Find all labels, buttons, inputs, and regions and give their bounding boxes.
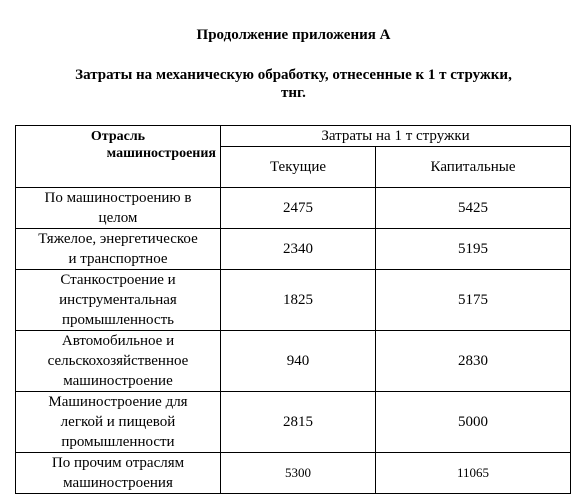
row-industry-line: Машиностроение для: [48, 394, 188, 410]
header-capital: Капитальные: [376, 147, 571, 188]
row-capital-value: 11065: [376, 453, 571, 494]
row-industry-line: и транспортное: [68, 251, 168, 267]
table-row: [16, 270, 571, 331]
row-industry-line: машиностроения: [63, 475, 173, 491]
table-row: [16, 331, 571, 392]
row-industry-line: легкой и пищевой: [60, 414, 176, 430]
row-current-value: 2815: [221, 392, 376, 453]
row-industry-line: сельскохозяйственное: [47, 353, 189, 369]
table-row: [16, 229, 571, 270]
row-industry-line: Автомобильное и: [61, 333, 175, 349]
row-industry-line: Станкостроение и: [60, 272, 176, 288]
row-industry-line: Тяжелое, энергетическое: [38, 231, 198, 247]
row-current-value: 5300: [221, 453, 376, 494]
table-caption: [0, 66, 587, 102]
row-industry-line: промышленность: [62, 312, 174, 328]
table-row: [16, 453, 571, 494]
row-capital-value: 5195: [376, 229, 571, 270]
row-current-value: 1825: [221, 270, 376, 331]
costs-table: [15, 125, 571, 494]
row-industry-line: инструментальная: [59, 292, 177, 308]
appendix-title: Продолжение приложения А: [196, 27, 391, 43]
row-capital-value: 5425: [376, 188, 571, 229]
row-capital-value: 5000: [376, 392, 571, 453]
row-capital-value: 2830: [376, 331, 571, 392]
row-capital-value: 5175: [376, 270, 571, 331]
table-row: [16, 188, 571, 229]
header-current: Текущие: [221, 147, 376, 188]
table-header-row: [16, 126, 571, 147]
header-costs-group: Затраты на 1 т стружки: [221, 126, 571, 147]
row-industry-line: машиностроение: [63, 373, 173, 389]
row-industry-line: По прочим отраслям: [51, 455, 185, 471]
table-caption-line2: тнг.: [281, 85, 306, 101]
header-industry: [16, 126, 221, 188]
row-industry-line: целом: [98, 210, 138, 226]
row-industry-line: По машиностроению в: [44, 190, 192, 206]
row-industry-line: промышленности: [61, 434, 175, 450]
header-industry-line2: машиностроения: [106, 146, 216, 161]
row-industry: [16, 331, 221, 392]
row-current-value: 940: [221, 331, 376, 392]
row-current-value: 2340: [221, 229, 376, 270]
table-row: [16, 392, 571, 453]
header-industry-line1: Отрасль: [90, 129, 146, 144]
row-current-value: 2475: [221, 188, 376, 229]
row-industry: [16, 270, 221, 331]
row-industry: [16, 392, 221, 453]
table-caption-line1: Затраты на механическую обработку, отнесенные к 1 т стружки,: [75, 67, 512, 83]
row-industry: [16, 229, 221, 270]
row-industry: [16, 453, 221, 494]
row-industry: [16, 188, 221, 229]
